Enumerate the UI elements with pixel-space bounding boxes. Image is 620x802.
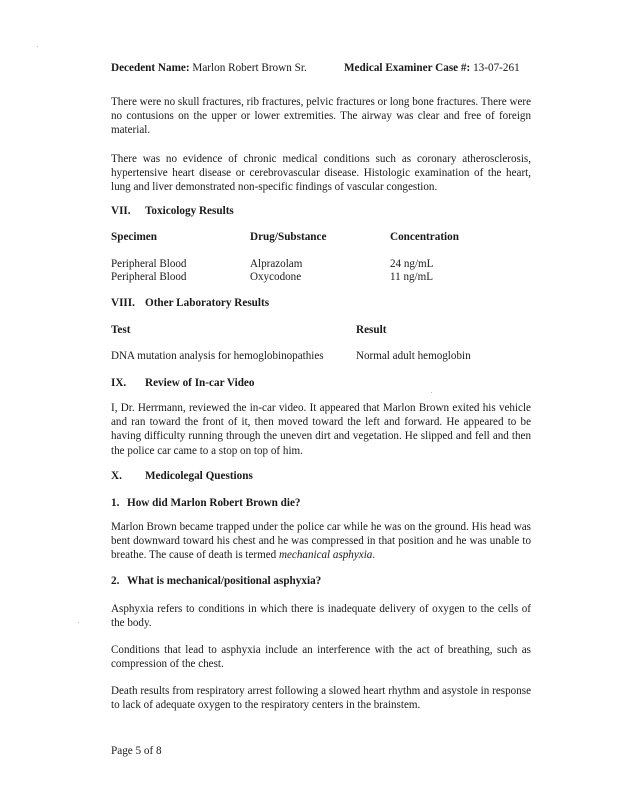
decedent-label: Decedent Name: — [111, 62, 190, 74]
question-2-paragraph-2: Conditions that lead to asphyxia include an interference with the act of breathing, such as compression of the chest. — [111, 644, 531, 671]
intro-paragraph-2: There was no evidence of chronic medical conditions such as coronary atherosclerosis, hypertensive heart disease or cerebrovascular disease. Histologic examination of the heart, lung and liver demonstrated non-specific findings of vascular congestion. — [111, 153, 531, 194]
question-heading-2: 2. What is mechanical/positional asphyxia? — [111, 575, 322, 587]
tox-col-specimen: Specimen — [111, 231, 157, 243]
table-cell: DNA mutation analysis for hemoglobinopathies — [111, 350, 324, 362]
table-cell: Normal adult hemoglobin — [356, 350, 471, 362]
question-heading-1: 1. How did Marlon Robert Brown die? — [111, 497, 301, 509]
lab-col-test: Test — [111, 324, 131, 336]
tox-col-drug: Drug/Substance — [250, 231, 327, 243]
lab-col-result: Result — [356, 324, 387, 336]
table-cell: 24 ng/mL — [390, 258, 434, 270]
section-heading-lab: VIII. Other Laboratory Results — [111, 297, 270, 309]
table-cell: Alprazolam — [250, 258, 303, 270]
case-number-group — [344, 62, 520, 74]
section-heading-video: IX. Review of In-car Video — [111, 377, 255, 389]
video-review-paragraph: I, Dr. Herrmann, reviewed the in-car video. It appeared that Marlon Brown exited his vehicle and ran toward the front of it, then moved toward the left and forward. He appeared to be having difficulty running through the uneven dirt and vegetation. He slipped and fell and then the police car came to a stop on top of him. — [111, 402, 531, 457]
table-cell: 11 ng/mL — [390, 271, 434, 283]
section-heading-medicolegal: X. Medicolegal Questions — [111, 470, 253, 482]
intro-paragraph-1: There were no skull fractures, rib fractures, pelvic fractures or long bone fractures. There were no contusions on the upper or lower extremities. The airway was clear and free of foreign material. — [111, 96, 531, 137]
page-number: Page 5 of 8 — [111, 745, 162, 757]
question-1-answer: Marlon Brown became trapped under the police car while he was on the ground. His head was bent downward toward his chest and he was compressed in that position and he was unable to breathe. The cause of death is termed mechanical asphyxia. — [111, 521, 531, 562]
table-cell: Peripheral Blood — [111, 271, 187, 283]
tox-col-concentration: Concentration — [390, 231, 459, 243]
page-header — [111, 62, 531, 74]
scan-speck — [78, 622, 79, 623]
question-2-paragraph-3: Death results from respiratory arrest following a slowed heart rhythm and asystole in response to lack of adequate oxygen to the respiratory centers in the brainstem. — [111, 685, 531, 712]
section-heading-toxicology: VII. Toxicology Results — [111, 205, 234, 217]
table-cell: Peripheral Blood — [111, 258, 187, 270]
scan-speck — [37, 46, 38, 47]
case-number: 13-07-261 — [473, 62, 520, 74]
cause-of-death-term: mechanical asphyxia — [278, 549, 373, 562]
table-cell: Oxycodone — [250, 271, 302, 283]
decedent-name: Marlon Robert Brown Sr. — [192, 62, 307, 74]
case-label: Medical Examiner Case #: — [344, 62, 471, 74]
question-2-paragraph-1: Asphyxia refers to conditions in which there is inadequate delivery of oxygen to the cells of the body. — [111, 603, 531, 630]
scan-speck — [431, 392, 432, 393]
